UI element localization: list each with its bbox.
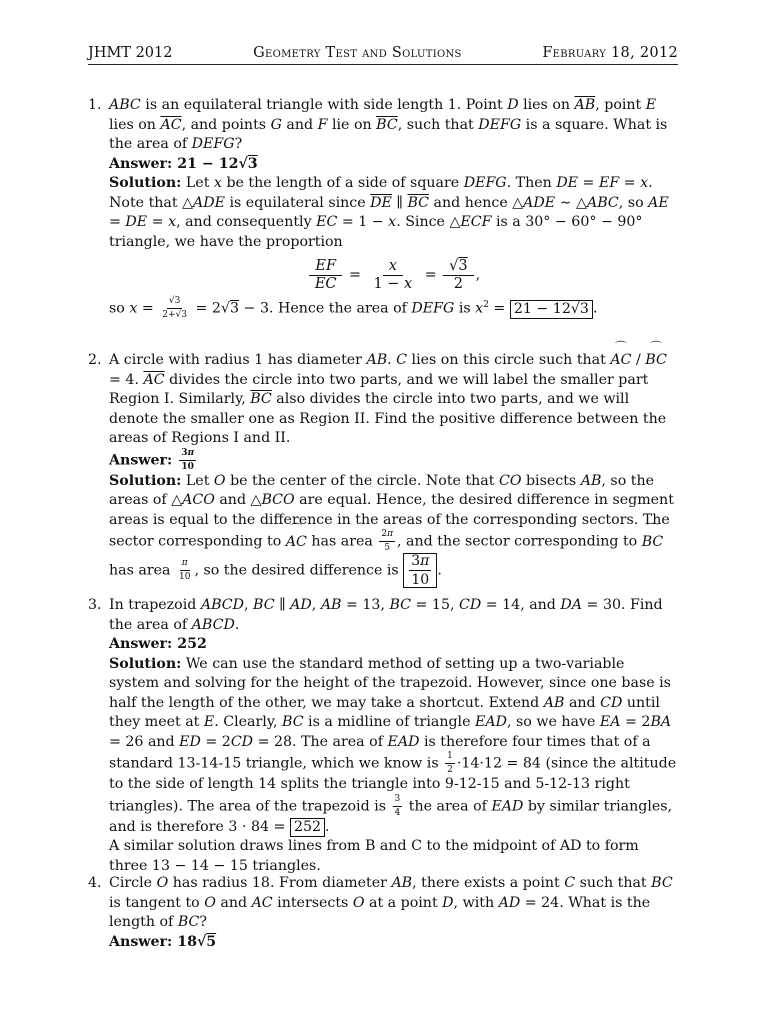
problem-answer: Answer: 252 [109, 636, 207, 652]
boxed-answer: 21 − 12√3 [510, 300, 593, 319]
problem-solution: Solution: We can use the standard method of setting up a two-variable system and solving for the height of the trapezoid. However, since one base is half the length of the other, we may take a shortcut. Extend AB and CD until they meet at E. Clearly, BC is a midline of triangle EAD, so we have EA = 2BA = 26 and ED = 2CD = 28. The area of EAD is therefore four times that of a standard 13-14-15 triangle, which we know is $\frac{1}{2}$ ·14·12 = 84 (since the altitude to the side of length 14 splits the triangle into 9-12-15 and 5-12-13 right triangles). The area of the trapezoid is $\frac{3}{4}$ the area of EAD by similar triangles, and is therefore 3 · 84 = 252 . [109, 655, 677, 835]
problem-1 [88, 96, 678, 320]
problem-3 [88, 596, 678, 876]
problem-number: 1. [88, 97, 102, 113]
solution-label: Solution: [109, 175, 182, 191]
header-left: JHMT 2012 [88, 45, 173, 61]
solution-label: Solution: [109, 655, 182, 672]
problem-number: 3. [88, 597, 102, 613]
problem-question: In trapezoid ABCD, BC ∥ AD, AB = 13, BC = 15, CD = 14, and DA = 30. Find the area of ABCD. [109, 597, 663, 633]
header-center: Geometry Test and Solutions [253, 45, 462, 61]
problem-number: 4. [88, 875, 102, 891]
boxed-answer: 252 [290, 818, 325, 837]
solution-conclusion: so x = $\frac{√3}{2+√3}$ = 2√3 − 3. Hence the area of DEFG is $x^2 = 21 - 12√3$ . [109, 296, 598, 321]
header-rule [88, 64, 678, 65]
problem-answer: Answer: 18√5 [109, 933, 217, 950]
problem-answer: Answer: $\frac{3\pi}{10}$ [109, 447, 195, 472]
problem-question: A circle with radius 1 has diameter AB. C lies on this circle such that ⌒ AC / ⌒ BC= 4. $\overline{AC}$ divides the circle into two parts, and we will label the smaller part Region I. Similarly, $\overline{BC}$ also divides the circle into two parts, and we will denote the smaller one as Region II. Find the positive difference between the areas of Regions I and II. [109, 351, 678, 449]
problem-answer: Answer: 21 − 12√3 [109, 155, 258, 172]
problem-solution: Solution: Let O be the center of the circle. Note that CO bisects AB, so the areas of △ACO and △BCO are equal. Hence, the desired difference in segment areas is equal to the difference in the areas of the corresponding sectors. The sector corresponding to ⌒ AC has area $\frac{2\pi}{5}$ , and the sector corresponding to ⌒ BC has area $\frac{\pi}{10}$ , so the desired difference is $\frac{3\pi}{10}$ . [109, 472, 678, 589]
solution-label: Solution: [109, 472, 182, 489]
problem-2 [88, 351, 678, 588]
page-header [88, 44, 678, 64]
problem-question: Circle O has radius 18. From diameter AB, there exists a point C such that BC is tangent to O and AC intersects O at a point D, with AD = 24. What is the length of BC? [109, 875, 673, 930]
alternate-solution-note: A similar solution draws lines from B and C to the midpoint of AD to form three 13 − 14 − 15 triangles. [109, 838, 639, 874]
problem-solution: Solution: Let x be the length of a side of square DEFG. Then DE = EF = x. Note that △ADE is equilateral since $\overline{DE}$ ∥ $\overline{BC}$ and hence △ADE ∼ △ABC, so AE = DE = x, and consequently EC = 1 − x. Since △ECF is a 30° − 60° − 90° triangle, we have the proportion [109, 175, 669, 250]
problem-4 [88, 874, 678, 952]
header-right: February 18, 2012 [542, 45, 678, 61]
boxed-answer: $\frac{3\pi}{10}$ [403, 553, 437, 588]
problem-number: 2. [88, 352, 102, 368]
proportion-equation: $\frac{EF}{EC}$ = $\frac{x}{1 - x}$ = $\frac{√3}{2}$ , [109, 258, 678, 292]
problem-question: ABC is an equilateral triangle with side length 1. Point D lies on $\overline{AB}$, point E lies on $\overline{AC}$, and points G and F lie on $\overline{BC}$, such that DEFG is a square. What is the area of DEFG? [109, 97, 668, 152]
